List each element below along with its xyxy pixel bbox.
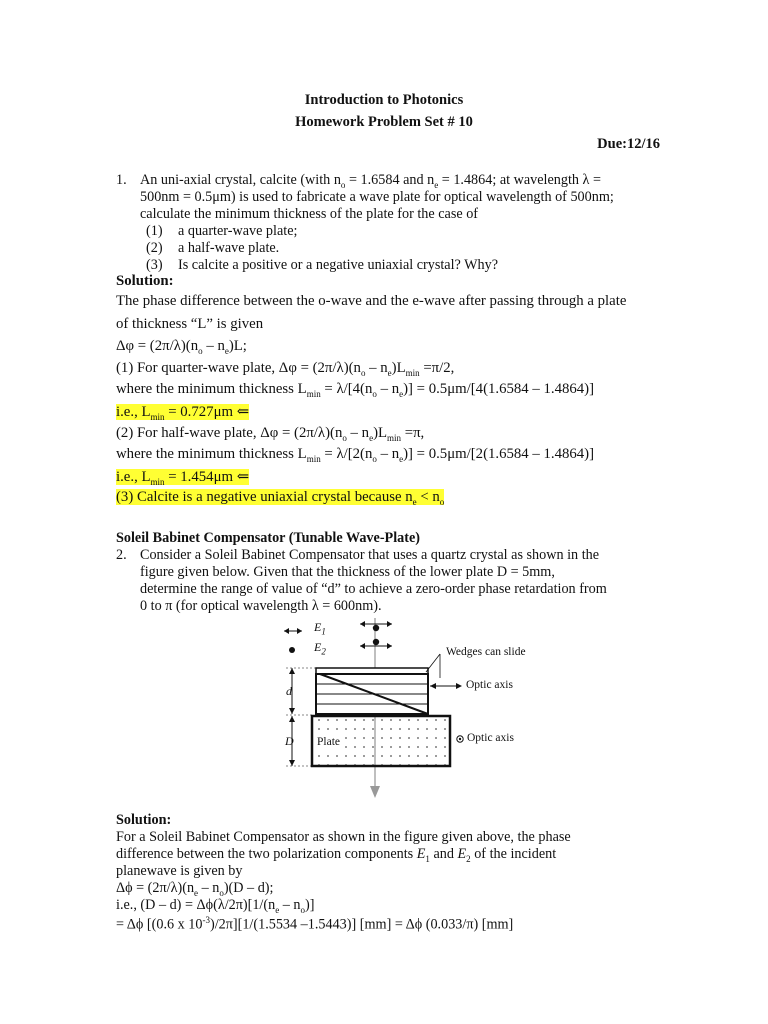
question-1-item: a half-wave plate.	[178, 240, 280, 256]
course-title: Introduction to Photonics	[304, 92, 464, 108]
solution-1-half-wave: (2) For half-wave plate, $\Delta\varphi = (2\pi/\lambda)(n_o - n_e)L_{min} =\pi$,	[116, 425, 425, 443]
question-2-line: figure given below. Given that the thickness of the lower plate D = 5mm,	[140, 564, 555, 580]
solution-1-heading: Solution:	[116, 273, 174, 289]
label-optic-axis: Optic axis	[466, 679, 513, 691]
solution-1-formula: $\Delta\varphi = (2\pi/\lambda)(n_o - n_e)L$;	[116, 338, 247, 356]
label-wedges: Wedges can slide	[446, 646, 526, 658]
due-date: Due:12/16	[597, 136, 660, 152]
label-D: D	[285, 734, 294, 748]
solution-1-thickness: where the minimum thickness $L_{min} = \lambda/[4(n_o - n_e)] = 0.5\mu m/[4(1.6584 - 1.4864)]$	[116, 381, 595, 399]
question-1-item-number: (3)	[146, 257, 163, 273]
question-1-item-number: (2)	[146, 240, 163, 256]
question-2-line: 0 to π (for optical wavelength λ = 600nm).	[140, 598, 382, 614]
solution-2-text: planewave is given by	[116, 863, 243, 879]
solution-2-formula: = Δϕ [(0.6 x $10^{-3})/2\pi][1/(1.5534$ –1.5443)] [mm] = Δϕ (0.033/π) [mm]	[116, 915, 514, 933]
solution-1-text: of thickness “L” is given	[116, 316, 264, 332]
solution-1-text: The phase difference between the o-wave and the e-wave after passing through a plate	[116, 293, 627, 309]
solution-1-result-quarter: i.e., $L_{min} = 0.727\mu m$ ⇐	[116, 404, 250, 422]
polarization-dot	[373, 625, 379, 631]
label-plate: Plate	[317, 736, 340, 748]
solution-1-conclusion: (3) Calcite is a negative uniaxial crystal because $n_e < n_o$	[116, 489, 445, 507]
solution-1-thickness: where the minimum thickness $L_{min} = \lambda/[2(n_o - n_e)] = 0.5\mu m/[2(1.6584 - 1.4864)]$	[116, 446, 595, 464]
question-2-line: Consider a Soleil Babinet Compensator that uses a quartz crystal as shown in the	[140, 547, 600, 563]
question-1-number: 1.	[116, 172, 127, 188]
beam-arrow	[370, 786, 380, 798]
compensator-figure	[280, 618, 550, 800]
label-e1: $E_1$	[314, 620, 326, 637]
label-optic-axis: Optic axis	[467, 732, 514, 744]
problem-set-title: Homework Problem Set # 10	[295, 114, 473, 130]
e2-dot	[289, 647, 295, 653]
polarization-dot	[373, 639, 379, 645]
question-1-item-number: (1)	[146, 223, 163, 239]
solution-2-heading: Solution:	[116, 812, 172, 828]
question-1-item: a quarter-wave plate;	[178, 223, 298, 239]
question-2-number: 2.	[116, 547, 127, 563]
section-heading: Soleil Babinet Compensator (Tunable Wave-Plate)	[116, 530, 420, 546]
question-1-line-2: 500nm = 0.5μm) is used to fabricate a wave plate for optical wavelength of 500nm;	[140, 189, 614, 205]
solution-1-quarter-wave: (1) For quarter-wave plate, $\Delta\varphi = (2\pi/\lambda)(n_o - n_e)L_{min} =\pi/2$,	[116, 360, 455, 378]
solution-2-formula: $\Delta\phi = (2\pi/\lambda)(n_e - n_o)(D - d)$;	[116, 880, 274, 898]
solution-1-result-half: i.e., $L_{min} = 1.454\mu m$ ⇐	[116, 469, 250, 487]
solution-2-text: difference between the two polarization components $E_1$ and $E_2$ of the incident	[116, 846, 557, 864]
question-1-line-3: calculate the minimum thickness of the plate for the case of	[140, 206, 479, 222]
question-1-line-1: An uni-axial crystal, calcite (with $n_o = 1.6584$ and $n_e = 1.4864$; at wavelength λ =	[140, 172, 601, 190]
solution-2-text: For a Soleil Babinet Compensator as shown in the figure given above, the phase	[116, 829, 571, 845]
label-e2: $E_2$	[314, 640, 326, 657]
solution-2-formula: i.e., $(D - d) = \Delta\phi(\lambda/2\pi)[1/(n_e - n_o)]$	[116, 897, 315, 915]
question-2-line: determine the range of value of “d” to achieve a zero-order phase retardation from	[140, 581, 607, 597]
question-1-item: Is calcite a positive or a negative uniaxial crystal? Why?	[178, 257, 499, 273]
label-d: d	[286, 684, 292, 698]
